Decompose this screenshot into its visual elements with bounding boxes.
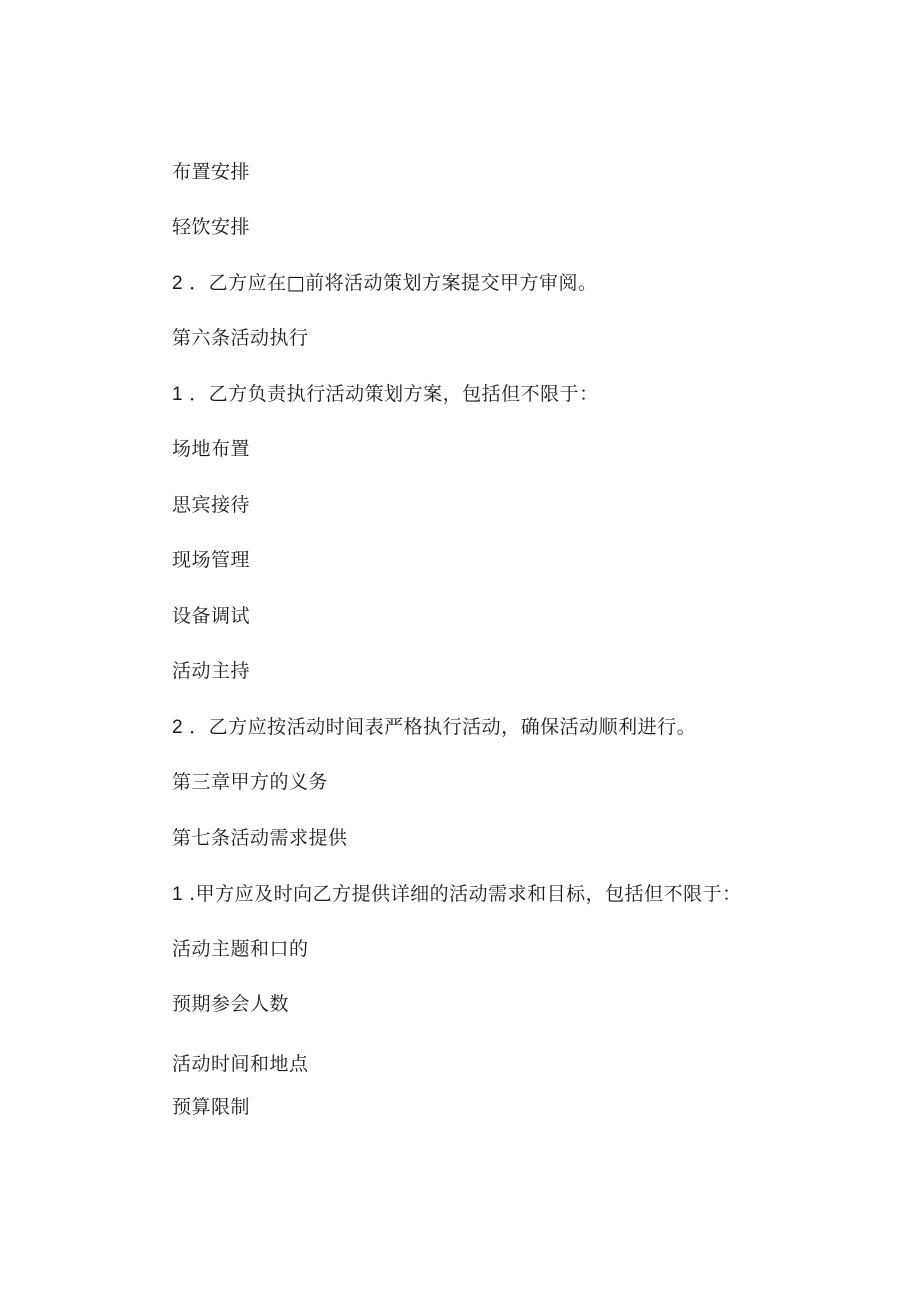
article-heading: 第七条活动需求提供 bbox=[172, 827, 348, 849]
paragraph-text: ．乙方应在□前将活动策划方案提交甲方审阅。 bbox=[189, 272, 598, 294]
chapter-heading: 第三章甲方的义务 bbox=[172, 771, 329, 793]
list-item: 活动主持 bbox=[172, 660, 251, 682]
text-line: 布置安排 bbox=[172, 161, 251, 183]
list-item: 场地布置 bbox=[172, 438, 251, 460]
item-number: 1 bbox=[172, 384, 184, 405]
list-item: 现场管理 bbox=[172, 549, 251, 571]
list-item: 活动时间和地点 bbox=[172, 1053, 309, 1075]
item-number: 2 bbox=[172, 717, 184, 738]
numbered-paragraph bbox=[172, 882, 742, 907]
list-item: 预算限制 bbox=[172, 1096, 251, 1118]
numbered-paragraph bbox=[172, 382, 599, 407]
item-number: 1 bbox=[172, 884, 184, 905]
paragraph-text: .甲方应及时向乙方提供详细的活动需求和目标，包括但不限于： bbox=[189, 883, 742, 905]
paragraph-text: ．乙方应按活动时间表严格执行活动，确保活动顺利进行。 bbox=[189, 716, 697, 738]
article-heading: 第六条活动执行 bbox=[172, 327, 309, 349]
list-item: 设备调试 bbox=[172, 605, 251, 627]
list-item: 预期参会人数 bbox=[172, 993, 290, 1015]
list-item: 活动主题和口的 bbox=[172, 938, 309, 960]
numbered-paragraph bbox=[172, 715, 696, 740]
paragraph-text: ．乙方负责执行活动策划方案，包括但不限于： bbox=[189, 383, 599, 405]
text-line: 轻饮安排 bbox=[172, 216, 251, 238]
list-item: 思宾接待 bbox=[172, 494, 251, 516]
numbered-paragraph bbox=[172, 271, 598, 296]
item-number: 2 bbox=[172, 273, 184, 294]
